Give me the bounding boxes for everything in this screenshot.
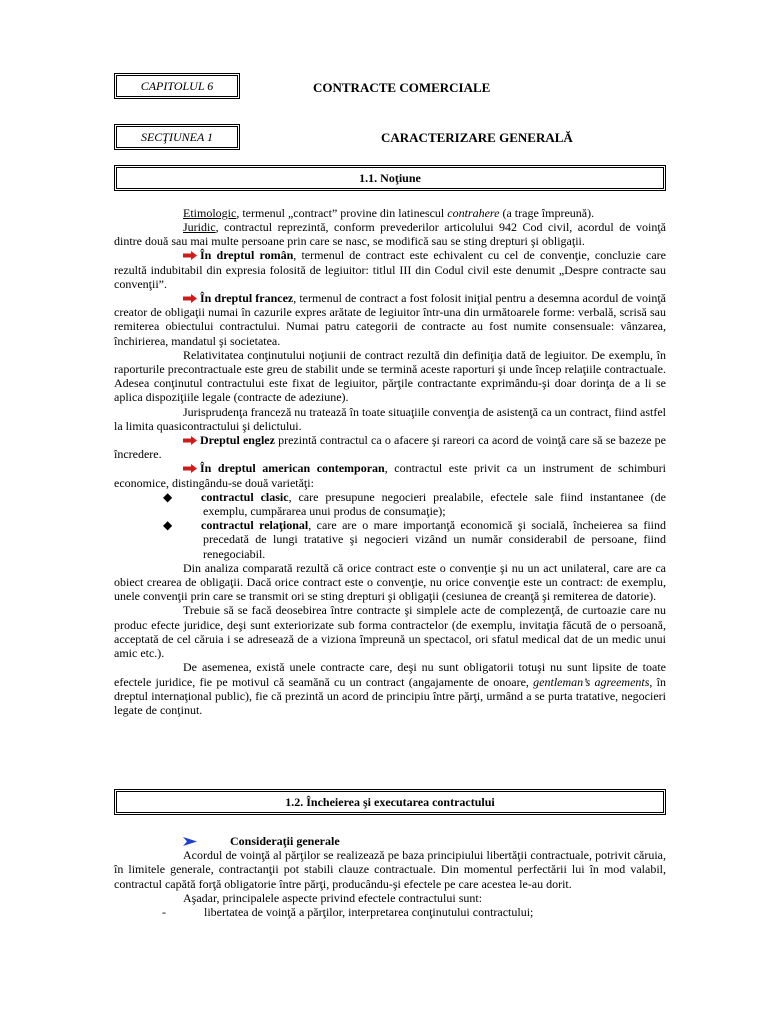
section-label: SECŢIUNEA 1: [114, 124, 240, 150]
paragraph: Acordul de voinţă al părţilor se realizează pe baza principiului libertăţii contractuale, potrivit căruia, în limitele generale, contractanţii pot stabili clauze contractuale. Din momentul perfectării lui în mod valabil, contractul capătă forţă obligatorie între părţi, producându-şi efectele pe care acestea le-au dorit.: [114, 848, 666, 891]
list-item: ◆ contractul clasic, care presupune negocieri prealabile, efectele sale fiind instantanee (de exemplu, cumpărarea unui produs de consumaţie);: [163, 489, 666, 519]
paragraph: Trebuie să se facă deosebirea între contracte şi simplele acte de complezenţă, de curtoazie care nu produc efecte juridice, deşi sunt exteriorizate sub forma contractelor (de exemplu, invitaţia făcută de o persoană, acceptată de cel căruia i se adresează de a viziona împreună un spectacol, ori sfatul medical dat de un medic unui amic etc.).: [114, 603, 666, 661]
list-item: - libertatea de voinţă a părţilor, interpretarea conţinutului contractului;: [162, 905, 534, 920]
paragraph: Aşadar, principalele aspecte privind efectele contractului sunt:: [183, 890, 483, 905]
blue-arrow-icon: [183, 837, 197, 846]
list-item: ◆ contractul relaţional, care are o mare importanţă economică şi socială, încheierea sa fiind precedată de lungi tratative şi negocieri vizând un număr considerabil de persoane, fiind renegociabil.: [163, 518, 666, 561]
paragraph: Relativitatea conţinutului noţiunii de contract rezultă din definiţia dată de legiuitor. De exemplu, în raporturile precontractuale este greu de stabilit unde se termină aceste raporturi şi unde încep relaţiile contractuale. Adesea conţinutul contractului este fixat de legiuitor, părţile contractante exprimându-şi doar dorinţa de a li se aplica dispoziţiile legale (contracte de adeziune).: [114, 347, 666, 405]
paragraph: Jurisprudenţa franceză nu tratează în toate situaţiile convenţia de asistenţă ca un contract, fiind astfel la limita quasicontractului şi delictului.: [114, 404, 666, 433]
body-text-2: [114, 220, 666, 717]
subheading: Consideraţii generale: [114, 834, 666, 848]
arrow-right-icon: [183, 464, 197, 473]
arrow-right-icon: [183, 251, 197, 260]
dash-bullet-icon: -: [162, 905, 166, 920]
subsection-heading-1-2: 1.2. Încheierea şi executarea contractului: [114, 789, 666, 815]
body-text-3: [114, 834, 666, 919]
paragraph: De asemenea, există unele contracte care, deşi nu sunt obligatorii totuşi nu sunt lipsite de toate efectele juridice, fie pe motivul că seamănă cu un contract (angajamente de onoare, gentleman’s agreements, în dreptul internaţional public), fie că prezintă un acord de principiu între părţi, urmând a se purta tratative, negocieri legate de conţinut.: [114, 660, 666, 717]
diamond-bullet-icon: ◆: [163, 489, 173, 504]
paragraph: În dreptul francez, termenul de contract a fost folosit iniţial pentru a desemna acordul de voinţă creator de obligaţii numai în cazurile expres arătate de legiuitor într-una din următoarele forme: verbală, scrisă sau remiterea obiectului contractului. Numai patru categorii de contracte au fost numite consensuale: vânzarea, închirierea, mandatul şi societatea.: [114, 291, 666, 348]
paragraph: Etimologic, termenul „contract” provine din latinescul contrahere (a trage împreună).: [183, 206, 595, 220]
chapter-title: CONTRACTE COMERCIALE: [313, 80, 491, 95]
arrow-right-icon: [183, 294, 197, 303]
chapter-label: CAPITOLUL 6: [114, 73, 240, 99]
arrow-right-icon: [183, 436, 197, 445]
diamond-bullet-icon: ◆: [163, 518, 173, 533]
paragraph: Dreptul englez prezintă contractul ca o afacere şi rareori ca acord de voinţă care să se bazeze pe încredere.: [114, 433, 667, 462]
paragraph: În dreptul român, termenul de contract este echivalent cu cel de convenţie, concluzie care rezultă indubitabil din expresia folosită de legiuitor: titlul III din Codul civil este denumit „Despre contracte sau convenţii”.: [114, 248, 666, 291]
paragraph: Juridic, contractul reprezintă, conform prevederilor articolului 942 Cod civil, acordul de voinţă dintre două sau mai multe persoane prin care se nasc, se modifică sau se sting drepturi şi obligaţii.: [114, 220, 666, 249]
body-text-1: [183, 206, 663, 220]
paragraph: În dreptul american contemporan, contractul este privit ca un instrument de schimburi economice, distingându-se două varietăţi:: [114, 461, 666, 490]
section-title: CARACTERIZARE GENERALĂ: [381, 130, 573, 145]
subsection-heading-1-1: 1.1. Noţiune: [114, 165, 666, 191]
paragraph: Din analiza comparată rezultă că orice contract este o convenţie şi nu un act unilateral, care are ca obiect crearea de obligaţii. Dacă orice contract este o convenţie, nu orice convenţie este un contract: de exemplu, unele convenţii prin care se transmit ori se sting drepturi şi obligaţii (cesiunea de creanţă şi remiterea de datorie).: [114, 560, 666, 604]
